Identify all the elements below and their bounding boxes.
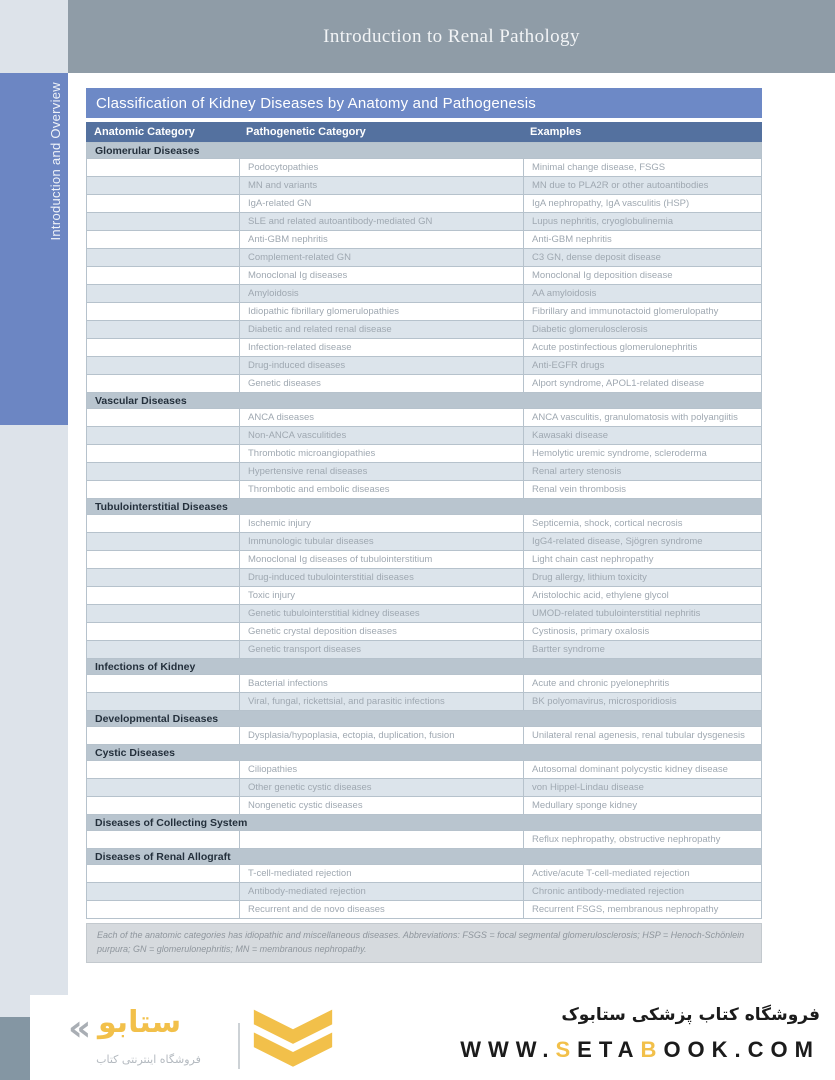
cell-examples: Recurrent FSGS, membranous nephropathy — [523, 901, 761, 918]
url-segment: OOK.COM — [663, 1037, 820, 1062]
table-row — [86, 248, 762, 267]
cell-examples: Reflux nephropathy, obstructive nephropathy — [523, 831, 761, 848]
cell-anatomic — [87, 463, 239, 480]
cell-pathogenetic: Recurrent and de novo diseases — [239, 901, 523, 918]
cell-anatomic — [87, 761, 239, 778]
cell-pathogenetic: Amyloidosis — [239, 285, 523, 302]
table-row — [86, 604, 762, 623]
cell-pathogenetic: IgA-related GN — [239, 195, 523, 212]
cell-anatomic — [87, 375, 239, 392]
cell-pathogenetic: Viral, fungal, rickettsial, and parasitic infections — [239, 693, 523, 710]
table-row — [86, 796, 762, 815]
cell-pathogenetic — [239, 831, 523, 848]
table-row — [86, 778, 762, 797]
cell-examples: ANCA vasculitis, granulomatosis with polyangiitis — [523, 409, 761, 426]
cell-pathogenetic: Thrombotic microangiopathies — [239, 445, 523, 462]
cell-anatomic — [87, 727, 239, 744]
table-row — [86, 266, 762, 285]
cell-pathogenetic: Toxic injury — [239, 587, 523, 604]
table-row — [86, 320, 762, 339]
table-row — [86, 586, 762, 605]
cell-anatomic — [87, 883, 239, 900]
table-row — [86, 426, 762, 445]
table-row — [86, 480, 762, 499]
chapter-banner — [68, 0, 835, 73]
page-corner-block — [0, 0, 68, 73]
cell-anatomic — [87, 901, 239, 918]
cell-pathogenetic: SLE and related autoantibody-mediated GN — [239, 213, 523, 230]
cell-anatomic — [87, 605, 239, 622]
table-header-row — [86, 122, 762, 142]
sidebar-tab — [0, 73, 68, 425]
cell-pathogenetic: Ischemic injury — [239, 515, 523, 532]
cell-examples: Bartter syndrome — [523, 641, 761, 658]
cell-pathogenetic: Nongenetic cystic diseases — [239, 797, 523, 814]
cell-examples: Renal vein thrombosis — [523, 481, 761, 498]
cell-anatomic — [87, 303, 239, 320]
cell-pathogenetic: Monoclonal Ig diseases — [239, 267, 523, 284]
table-body — [86, 142, 762, 919]
cell-pathogenetic: Genetic transport diseases — [239, 641, 523, 658]
cell-anatomic — [87, 779, 239, 796]
cell-examples: Anti-EGFR drugs — [523, 357, 761, 374]
table-row — [86, 726, 762, 745]
cell-anatomic — [87, 641, 239, 658]
cell-pathogenetic: Drug-induced diseases — [239, 357, 523, 374]
cell-pathogenetic: Podocytopathies — [239, 159, 523, 176]
sidebar-tab-label: Introduction and Overview — [48, 82, 63, 241]
chevron-logo-icon — [252, 1008, 334, 1075]
cell-examples: Medullary sponge kidney — [523, 797, 761, 814]
cell-examples: AA amyloidosis — [523, 285, 761, 302]
table-row — [86, 444, 762, 463]
cell-examples: Acute postinfectious glomerulonephritis — [523, 339, 761, 356]
store-title: فروشگاه کتاب پزشکی ستابوک — [561, 1005, 820, 1025]
url-segment: B — [640, 1037, 664, 1062]
table-row — [86, 408, 762, 427]
cell-examples: Septicemia, shock, cortical necrosis — [523, 515, 761, 532]
cell-pathogenetic: Diabetic and related renal disease — [239, 321, 523, 338]
column-header-pathogenetic: Pathogenetic Category — [246, 126, 366, 138]
cell-anatomic — [87, 587, 239, 604]
cell-examples: Aristolochic acid, ethylene glycol — [523, 587, 761, 604]
cell-pathogenetic: Non-ANCA vasculitides — [239, 427, 523, 444]
website-url — [460, 1037, 820, 1063]
cell-anatomic — [87, 409, 239, 426]
table-row — [86, 284, 762, 303]
cell-anatomic — [87, 159, 239, 176]
cell-examples: Autosomal dominant polycystic kidney disease — [523, 761, 761, 778]
cell-pathogenetic: Antibody-mediated rejection — [239, 883, 523, 900]
cell-examples: IgG4-related disease, Sjögren syndrome — [523, 533, 761, 550]
publisher-footer — [30, 995, 835, 1080]
cell-anatomic — [87, 249, 239, 266]
cell-examples: Active/acute T-cell-mediated rejection — [523, 865, 761, 882]
cell-examples: Hemolytic uremic syndrome, scleroderma — [523, 445, 761, 462]
sidebar-lower-strip — [0, 425, 68, 1017]
cell-anatomic — [87, 213, 239, 230]
cell-anatomic — [87, 445, 239, 462]
cell-anatomic — [87, 195, 239, 212]
table-row — [86, 338, 762, 357]
cell-examples: von Hippel-Lindau disease — [523, 779, 761, 796]
table-row — [86, 900, 762, 919]
table-row — [86, 568, 762, 587]
cell-pathogenetic: Infection-related disease — [239, 339, 523, 356]
cell-anatomic — [87, 693, 239, 710]
cell-examples: Kawasaki disease — [523, 427, 761, 444]
cell-pathogenetic: Immunologic tubular diseases — [239, 533, 523, 550]
cell-examples: Drug allergy, lithium toxicity — [523, 569, 761, 586]
url-segment: S — [555, 1037, 578, 1062]
section-row: Diseases of Renal Allograft — [86, 848, 762, 865]
cell-pathogenetic: Genetic crystal deposition diseases — [239, 623, 523, 640]
cell-pathogenetic: Monoclonal Ig diseases of tubulointerstitium — [239, 551, 523, 568]
logo-wordmark: ستابو — [98, 1005, 182, 1040]
cell-pathogenetic: Bacterial infections — [239, 675, 523, 692]
cell-pathogenetic: Ciliopathies — [239, 761, 523, 778]
section-row: Tubulointerstitial Diseases — [86, 498, 762, 515]
cell-pathogenetic: MN and variants — [239, 177, 523, 194]
table-row — [86, 462, 762, 481]
cell-pathogenetic: T-cell-mediated rejection — [239, 865, 523, 882]
cell-anatomic — [87, 623, 239, 640]
table-row — [86, 374, 762, 393]
cell-pathogenetic: Thrombotic and embolic diseases — [239, 481, 523, 498]
cell-examples: Alport syndrome, APOL1-related disease — [523, 375, 761, 392]
table-row — [86, 760, 762, 779]
cell-examples: Minimal change disease, FSGS — [523, 159, 761, 176]
url-segment: WWW. — [460, 1037, 556, 1062]
section-row: Developmental Diseases — [86, 710, 762, 727]
chapter-title: Introduction to Renal Pathology — [323, 25, 580, 47]
cell-examples: UMOD-related tubulointerstitial nephritis — [523, 605, 761, 622]
cell-examples: Acute and chronic pyelonephritis — [523, 675, 761, 692]
table-row — [86, 176, 762, 195]
cell-anatomic — [87, 831, 239, 848]
cell-examples: Lupus nephritis, cryoglobulinemia — [523, 213, 761, 230]
logo-kaf-symbol: « — [68, 1008, 92, 1049]
table-row — [86, 356, 762, 375]
cell-anatomic — [87, 177, 239, 194]
cell-anatomic — [87, 865, 239, 882]
table-row — [86, 212, 762, 231]
column-header-examples: Examples — [530, 126, 582, 138]
cell-examples: Unilateral renal agenesis, renal tubular dysgenesis — [523, 727, 761, 744]
logo-divider — [238, 1023, 240, 1069]
cell-anatomic — [87, 427, 239, 444]
table-row — [86, 864, 762, 883]
cell-pathogenetic: Genetic tubulointerstitial kidney diseases — [239, 605, 523, 622]
cell-examples: IgA nephropathy, IgA vasculitis (HSP) — [523, 195, 761, 212]
cell-examples: Cystinosis, primary oxalosis — [523, 623, 761, 640]
cell-pathogenetic: Other genetic cystic diseases — [239, 779, 523, 796]
logo-caption: فروشگاه اینترنتی کتاب — [96, 1053, 201, 1066]
table-row — [86, 640, 762, 659]
section-row: Vascular Diseases — [86, 392, 762, 409]
cell-anatomic — [87, 515, 239, 532]
table-row — [86, 230, 762, 249]
cell-anatomic — [87, 339, 239, 356]
table-row — [86, 674, 762, 693]
classification-table — [86, 88, 762, 963]
cell-anatomic — [87, 551, 239, 568]
cell-pathogenetic: Anti-GBM nephritis — [239, 231, 523, 248]
cell-examples: Diabetic glomerulosclerosis — [523, 321, 761, 338]
cell-examples: Renal artery stenosis — [523, 463, 761, 480]
cell-anatomic — [87, 481, 239, 498]
section-row: Infections of Kidney — [86, 658, 762, 675]
sidebar-bottom-block — [0, 1017, 30, 1080]
table-row — [86, 532, 762, 551]
cell-anatomic — [87, 285, 239, 302]
cell-anatomic — [87, 533, 239, 550]
cell-anatomic — [87, 321, 239, 338]
cell-anatomic — [87, 231, 239, 248]
section-row: Cystic Diseases — [86, 744, 762, 761]
cell-anatomic — [87, 267, 239, 284]
cell-examples: Fibrillary and immunotactoid glomerulopathy — [523, 303, 761, 320]
table-title: Classification of Kidney Diseases by Anatomy and Pathogenesis — [86, 88, 762, 118]
table-row — [86, 692, 762, 711]
table-row — [86, 302, 762, 321]
table-row — [86, 622, 762, 641]
cell-pathogenetic: Complement-related GN — [239, 249, 523, 266]
cell-examples: Anti-GBM nephritis — [523, 231, 761, 248]
table-row — [86, 550, 762, 569]
url-segment: ETA — [577, 1037, 641, 1062]
table-row — [86, 514, 762, 533]
section-row: Glomerular Diseases — [86, 142, 762, 159]
table-footnote: Each of the anatomic categories has idiopathic and miscellaneous diseases. Abbreviations: FSGS = focal segmental glomerulosclerosis; HSP = Henoch-Schönlein purpura; GN = glomerulonephritis; MN = membranous nephropathy. — [86, 923, 762, 963]
cell-pathogenetic: Hypertensive renal diseases — [239, 463, 523, 480]
cell-anatomic — [87, 675, 239, 692]
cell-pathogenetic: Drug-induced tubulointerstitial diseases — [239, 569, 523, 586]
cell-examples: Monoclonal Ig deposition disease — [523, 267, 761, 284]
column-header-anatomic: Anatomic Category — [94, 126, 195, 138]
table-row — [86, 830, 762, 849]
section-row: Diseases of Collecting System — [86, 814, 762, 831]
cell-examples: Chronic antibody-mediated rejection — [523, 883, 761, 900]
cell-examples: BK polyomavirus, microsporidiosis — [523, 693, 761, 710]
cell-examples: Light chain cast nephropathy — [523, 551, 761, 568]
cell-anatomic — [87, 797, 239, 814]
cell-pathogenetic: Dysplasia/hypoplasia, ectopia, duplication, fusion — [239, 727, 523, 744]
cell-pathogenetic: ANCA diseases — [239, 409, 523, 426]
table-row — [86, 882, 762, 901]
cell-examples: C3 GN, dense deposit disease — [523, 249, 761, 266]
cell-pathogenetic: Genetic diseases — [239, 375, 523, 392]
cell-anatomic — [87, 569, 239, 586]
cell-anatomic — [87, 357, 239, 374]
table-row — [86, 194, 762, 213]
table-row — [86, 158, 762, 177]
cell-pathogenetic: Idiopathic fibrillary glomerulopathies — [239, 303, 523, 320]
cell-examples: MN due to PLA2R or other autoantibodies — [523, 177, 761, 194]
